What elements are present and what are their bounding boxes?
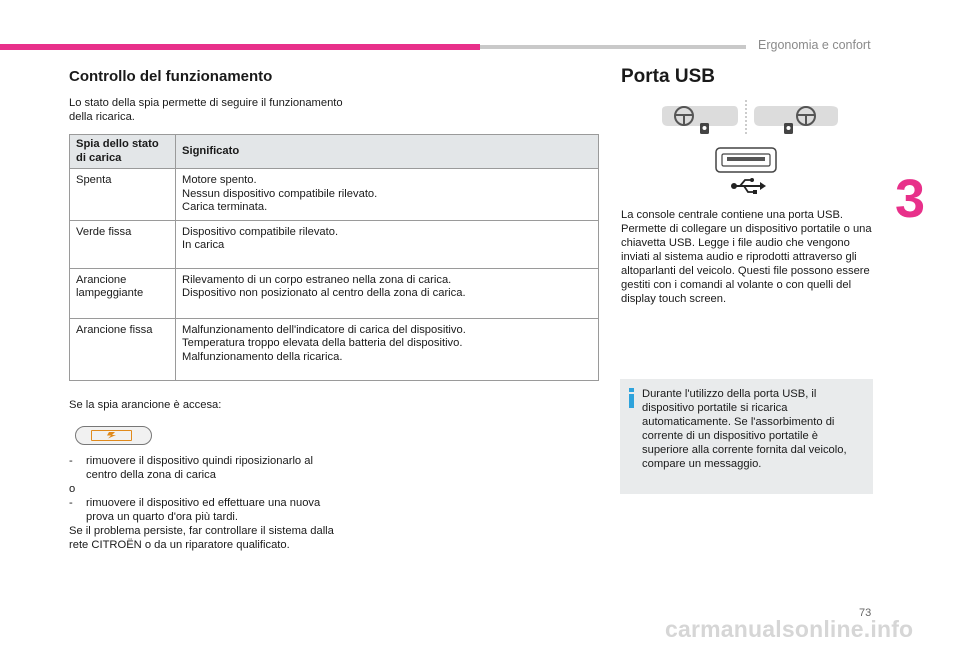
warning-steps [69,454,339,552]
table-cell-meaning [176,169,599,221]
charging-lamp-icon [75,426,152,445]
step-dash: - [69,455,73,467]
meaning-line: Dispositivo non posizionato al centro della zona di carica. [182,287,466,299]
table-header-meaning: Significato [176,135,599,169]
table-row [70,220,599,268]
table-row [70,268,599,318]
table-header-status: Spia dello stato di carica [70,135,176,169]
meaning-line: Motore spento. [182,174,257,186]
meaning-line: Malfunzionamento della ricarica. [182,350,343,363]
info-box [620,379,873,494]
header-accent-bar [0,44,480,50]
steering-wheel-icon [662,106,738,134]
meaning-line: Dispositivo compatibile rilevato. [182,225,339,238]
table-cell-status: Arancione lampeggiante [70,268,176,318]
operation-intro: Lo stato della spia permette di seguire il funzionamento della ricarica. [69,97,343,123]
charging-status-table [69,134,599,381]
closing-text: Se il problema persiste, far controllare il sistema dalla rete CITROËN o da un riparatore qualificato. [69,525,334,551]
meaning-line: Temperatura troppo elevata della batteria del dispositivo. [182,337,463,349]
table-cell-status: Spenta [70,169,176,221]
usb-port-illustration [660,98,840,198]
meaning-line: Malfunzionamento dell'indicatore di carica del dispositivo. [182,323,466,336]
section-title: Ergonomia e confort [758,38,871,52]
step-item [69,496,339,524]
table-cell-meaning [176,268,599,318]
step-dash: - [69,497,73,509]
usb-heading: Porta USB [621,66,715,87]
table-cell-meaning [176,318,599,380]
step-separator: o [69,483,76,495]
usb-icon [731,178,766,194]
warning-intro: Se la spia arancione è accesa: [69,399,222,411]
charging-bolt-icon [93,431,131,439]
usb-port-icon [716,148,776,172]
table-row [70,318,599,380]
info-text: Durante l'utilizzo della porta USB, il dispositivo portatile si ricarica automaticamente. Se l'assorbimento di corrente di un dispositivo portatile è superiore alla corrente fornita dal veicolo, compare un messaggio. [642,388,847,470]
table-cell-status: Arancione fissa [70,318,176,380]
step-text: rimuovere il dispositivo ed effettuare una nuova prova un quarto d'ora più tardi. [86,497,321,523]
table-header-row [70,135,599,169]
step-item [69,454,339,482]
usb-description: La console centrale contiene una porta USB. Permette di collegare un dispositivo portatile o una chiavetta USB. Legge i file audio che vengono inviati al sistema audio e riprodotti attraverso gli altoparlanti del veicolo. Questi file possono essere gestiti con i comandi al volante o con quelli del display touch screen. [621,209,872,305]
meaning-line: Rilevamento di un corpo estraneo nella zona di carica. [182,273,452,286]
operation-check-heading: Controllo del funzionamento [69,68,273,85]
table-cell-status: Verde fissa [70,220,176,268]
info-icon-stem [629,394,634,408]
step-text: rimuovere il dispositivo quindi riposizionarlo al centro della zona di carica [86,455,313,481]
table-row [70,169,599,221]
chapter-number: 3 [895,169,926,229]
lamp-window [91,430,132,441]
meaning-line: Nessun dispositivo compatibile rilevato. [182,187,378,200]
info-icon-dot [629,388,634,392]
header-divider [480,45,746,49]
info-icon [628,388,635,408]
table-cell-meaning [176,220,599,268]
meaning-line: Carica terminata. [182,201,268,213]
page-number: 73 [859,607,872,619]
steering-wheel-icon [754,106,838,134]
watermark: carmanualsonline.info [665,616,914,642]
meaning-line: In carica [182,239,225,251]
